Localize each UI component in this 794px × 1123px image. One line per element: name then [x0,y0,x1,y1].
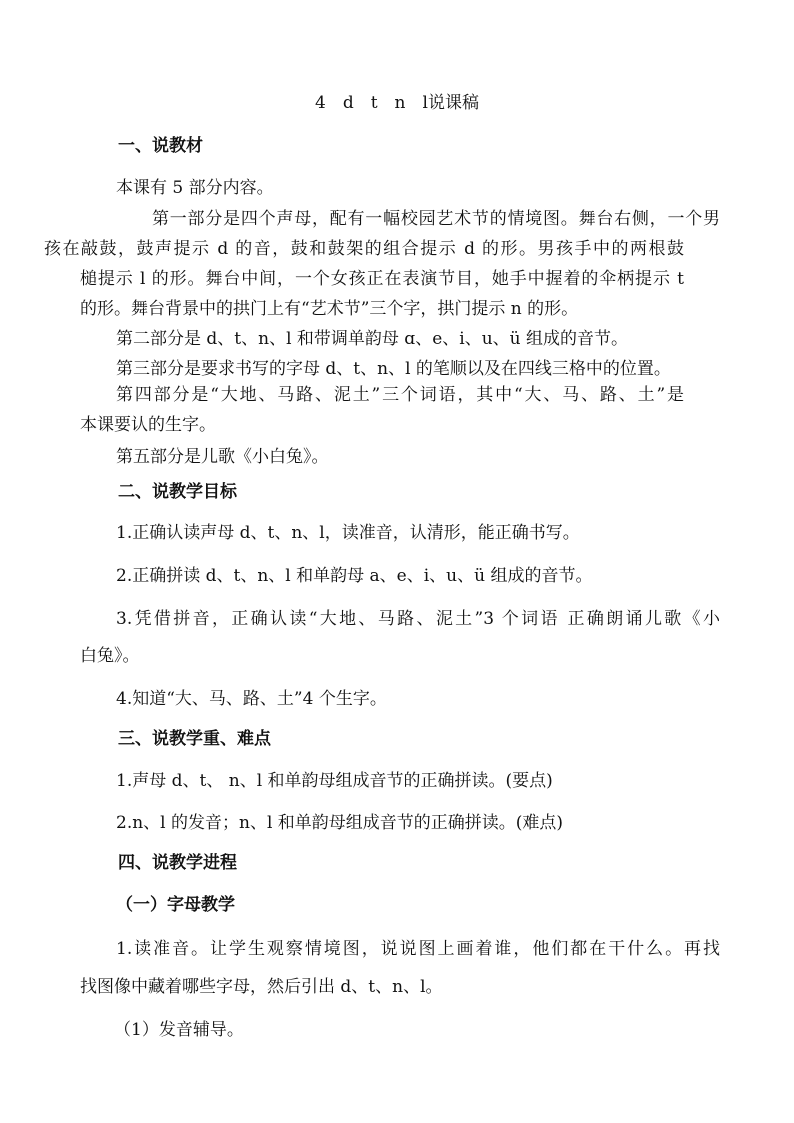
process-step-1-line-1 [116,934,720,959]
goal-item-4: 4.知道“大、马、路、土”4 个生字。 [116,689,387,709]
paragraph-line: 本课要认的生字。 [80,415,216,435]
goal-item-3-line-1 [116,604,720,629]
paragraph-intro: 本课有 5 部分内容。 [116,178,274,198]
section-heading-teaching-material: 一、说教材 [118,136,203,156]
goal-item-3-line-2: 白兔》。 [80,646,140,666]
paragraph-line: 的形。舞台背景中的拱门上有“艺术节”三个字，拱门提示 n 的形。 [80,299,579,319]
paragraph-line: 3.凭借拼音，正确认读“大地、马路、泥土”3 个词语 正确朗诵儿歌《小 [116,609,720,629]
paragraph-part-two: 第二部分是 d、t、n、l 和带调单韵母 ɑ、e、i、u、ü 组成的音节。 [116,329,628,349]
key-point-item-1: 1.声母 d、t、 n、l 和单韵母组成音节的正确拼读。(要点) [116,771,553,791]
process-step-1-subitem: （1）发音辅导。 [114,1020,244,1040]
paragraph-line: 孩在敲鼓，鼓声提示 d 的音，鼓和鼓架的组合提示 d 的形。男孩手中的两根鼓 [44,239,684,259]
paragraph-line: 槌提示 l 的形。舞台中间，一个女孩正在表演节目，她手中握着的伞柄提示 t [80,269,684,289]
document-title: 4 d t n l说课稿 [315,93,479,113]
section-heading-teaching-process: 四、说教学进程 [118,853,237,873]
paragraph-line: 1.读准音。让学生观察情境图，说说图上画着谁，他们都在干什么。再找 [116,939,720,959]
paragraph-part-three: 第三部分是要求书写的字母 d、t、n、l 的笔顺以及在四线三格中的位置。 [116,359,671,379]
goal-item-1: 1.正确认读声母 d、t、n、l，读准音，认清形，能正确书写。 [116,523,580,543]
paragraph-part-five: 第五部分是儿歌《小白兔》。 [116,447,329,467]
section-heading-key-points: 三、说教学重、难点 [118,729,271,749]
paragraph-line: 第一部分是四个声母，配有一幅校园艺术节的情境图。舞台右侧，一个男 [152,209,720,229]
paragraph-line: 第四部分是“大地、马路、泥土”三个词语，其中“大、马、路、土”是 [116,385,684,405]
paragraph-part-four [80,380,720,440]
section-heading-teaching-goals: 二、说教学目标 [118,482,237,502]
process-step-1-line-2: 找图像中藏着哪些字母，然后引出 d、t、n、l。 [80,977,443,997]
subheading-letter-teaching: （一）字母教学 [116,895,235,915]
key-point-item-2: 2.n、l 的发音；n、l 和单韵母组成音节的正确拼读。(难点) [116,813,564,833]
paragraph-part-one [44,204,720,324]
goal-item-2: 2.正确拼读 d、t、n、l 和单韵母 a、e、i、u、ü 组成的音节。 [116,566,593,586]
